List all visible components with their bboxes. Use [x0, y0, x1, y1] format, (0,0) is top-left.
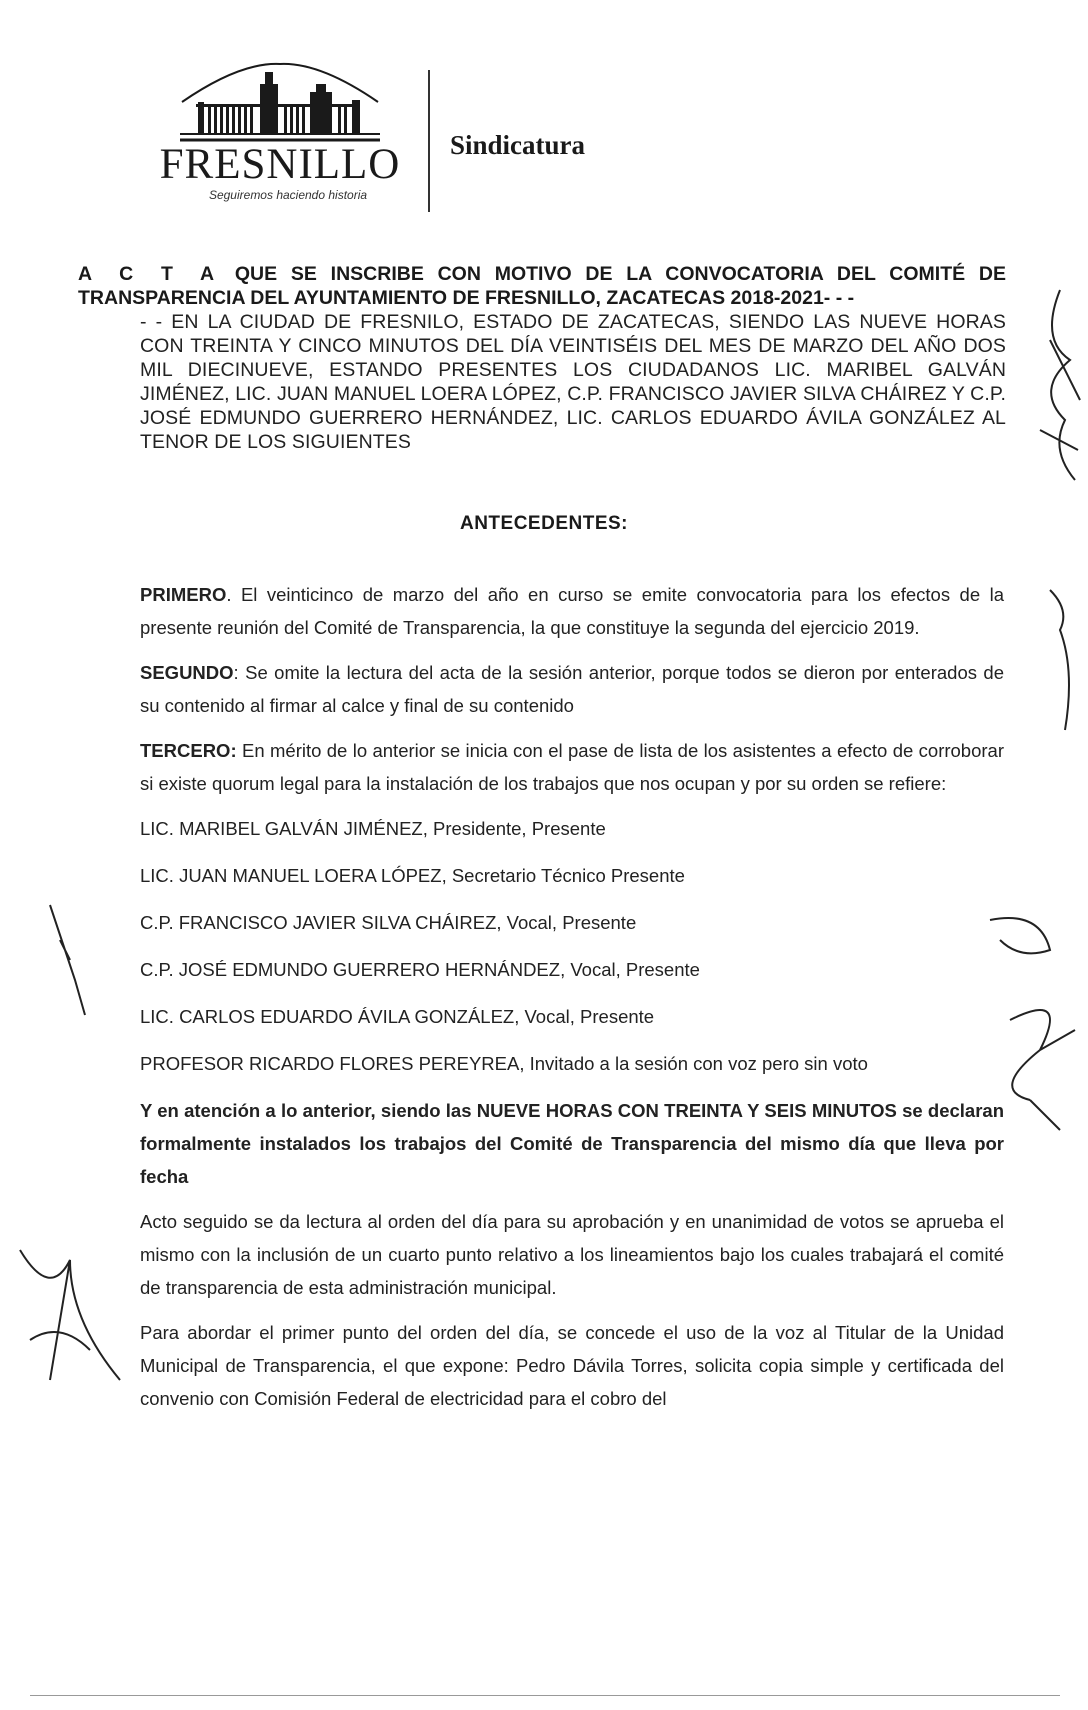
paragraph-tercero: [140, 734, 1004, 800]
primer-punto-paragraph: Para abordar el primer punto del orden del día, se concede el uso de la voz al Titular de la Unidad Municipal de Transparencia, el que expone: Pedro Dávila Torres, solicita copia simple y certificada del convenio con Comisión Federal de electricidad para el cobro del: [140, 1322, 1004, 1409]
logo-wordmark: FRESNILLO: [159, 141, 401, 188]
segundo-label: SEGUNDO: [140, 662, 234, 683]
department-title: Sindicatura: [450, 130, 586, 160]
page-bottom-rule: [30, 1695, 1060, 1696]
fresnillo-logo: [150, 62, 420, 202]
signature-mark: [1040, 580, 1080, 740]
acta-heading-block: [78, 262, 1006, 454]
segundo-text: : Se omite la lectura del acta de la sesión anterior, porque todos se dieron por enterados de su contenido al firmar al calce y final de su contenido: [140, 662, 1004, 716]
orden-del-dia-paragraph: Acto seguido se da lectura al orden del día para su aprobación y en unanimidad de votos se aprueba el mismo con la inclusión de un cuarto punto relativo a los lineamientos bajo los cuales trabajará el comité de transparencia de esta administración municipal.: [140, 1211, 1004, 1298]
tercero-label: TERCERO:: [140, 740, 237, 761]
building-skyline-icon: [180, 62, 380, 142]
antecedentes-content: [140, 578, 1004, 1427]
attendee-list: [140, 812, 1004, 1080]
primero-text: . El veinticinco de marzo del año en curso se emite convocatoria para los efectos de la presente reunión del Comité de Transparencia, la que constituye la segunda del ejercicio 2019.: [140, 584, 1004, 638]
acta-word: A C T A: [78, 263, 222, 285]
acta-lead: [78, 262, 1006, 310]
header-divider: [428, 70, 430, 212]
primero-label: PRIMERO: [140, 584, 227, 605]
attendee-item: LIC. MARIBEL GALVÁN JIMÉNEZ, Presidente, Presente: [140, 818, 606, 839]
signature-mark: [10, 1240, 130, 1390]
installation-paragraph: Y en atención a lo anterior, siendo las NUEVE HORAS CON TREINTA Y SEIS MINUTOS se declaran formalmente instalados los trabajos del Comité de Transparencia del mismo día que lleva por fecha: [140, 1100, 1004, 1187]
attendee-item: C.P. FRANCISCO JAVIER SILVA CHÁIREZ, Vocal, Presente: [140, 912, 637, 933]
attendee-item: LIC. JUAN MANUEL LOERA LÓPEZ, Secretario Técnico Presente: [140, 865, 685, 886]
tercero-text: En mérito de lo anterior se inicia con el pase de lista de los asistentes a efecto de corroborar si existe quorum legal para la instalación de los trabajos que nos ocupan y por su orden se refiere:: [140, 740, 1004, 794]
paragraph-segundo: [140, 656, 1004, 722]
acta-body: - - EN LA CIUDAD DE FRESNILO, ESTADO DE ZACATECAS, SIENDO LAS NUEVE HORAS CON TREINTA Y CINCO MINUTOS DEL DÍA VEINTISÉIS DEL MES DE MARZO DEL AÑO DOS MIL DIECINUEVE, ESTANDO PRESENTES LOS CIUDADANOS LIC. MARIBEL GALVÁN JIMÉNEZ, LIC. JUAN MANUEL LOERA LÓPEZ, C.P. FRANCISCO JAVIER SILVA CHÁIREZ Y C.P. JOSÉ EDMUNDO GUERRERO HERNÁNDEZ, LIC. CARLOS EDUARDO ÁVILA GONZÁLEZ AL TENOR DE LOS SIGUIENTES: [140, 311, 1006, 453]
acta-lead-text: QUE SE INSCRIBE CON MOTIVO DE LA CONVOCATORIA DEL COMITÉ DE TRANSPARENCIA DEL AYUNTAMIENTO DE FRESNILLO, ZACATECAS 2018-2021- - -: [78, 263, 1007, 309]
paragraph-primero: [140, 578, 1004, 644]
antecedentes-heading: ANTECEDENTES:: [459, 513, 628, 534]
attendee-item: PROFESOR RICARDO FLORES PEREYREA, Invitado a la sesión con voz pero sin voto: [140, 1053, 868, 1074]
signature-mark: [40, 900, 100, 1020]
signature-mark: [1030, 280, 1088, 500]
attendee-item: C.P. JOSÉ EDMUNDO GUERRERO HERNÁNDEZ, Vocal, Presente: [140, 959, 700, 980]
signature-mark: [980, 900, 1080, 1140]
logo-tagline: Seguiremos haciendo historia: [208, 188, 368, 202]
attendee-item: LIC. CARLOS EDUARDO ÁVILA GONZÁLEZ, Vocal, Presente: [140, 1006, 655, 1027]
